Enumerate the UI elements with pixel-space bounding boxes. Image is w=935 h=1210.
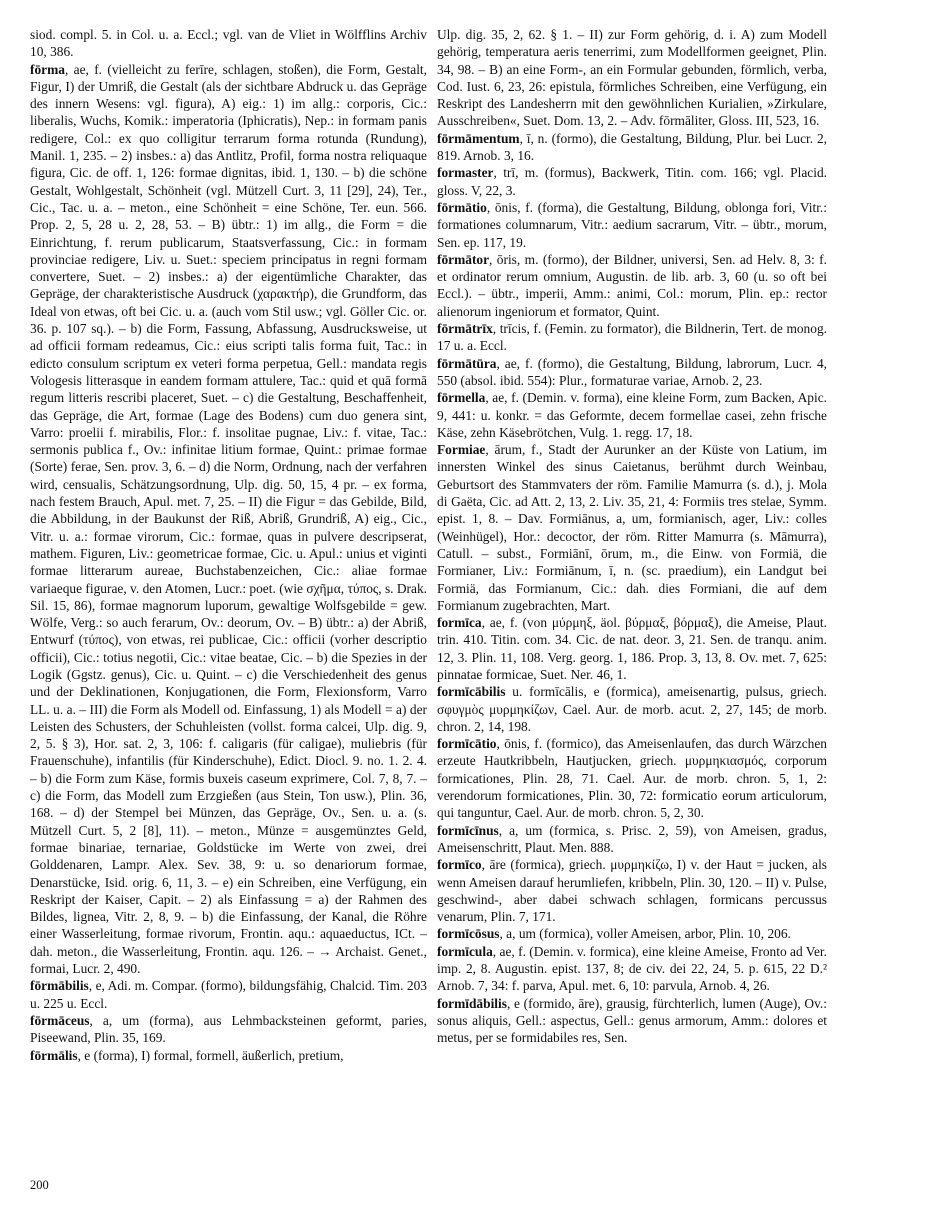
headword: fōrmāmentum <box>437 130 520 146</box>
entry-forma <box>30 61 427 978</box>
entry-text: , e (forma), I) formal, formell, äußerlich, pretium, <box>77 1047 344 1063</box>
entry-formator <box>437 251 827 320</box>
entry-text: , āre (formica), griech. μυρμηκίζω, I) v. der Haut = jucken, als wenn Ameisen darauf herumliefen, kribbeln, Plin. 30, 120. – II) v. Pulse, geschwind-, aber dabei schwach schlagen, formicans percussus venarum, Plin. 7, 171. <box>437 857 827 925</box>
page-number: 200 <box>30 1178 49 1192</box>
headword: fōrmātio <box>437 199 487 215</box>
entry-formabilis <box>30 977 427 1012</box>
headword: formīca <box>437 615 482 631</box>
entry-text: , ae, f. (Demin. v. forma), eine kleine Form, zum Backen, Apic. 9, 441: u. konkr. = das Geformte, decem formellae casei, zehn frische Käse, zehn Käsebrötchen, Vulg. 1. regg. 17, 18. <box>437 390 827 440</box>
entry-formaceus <box>30 1012 427 1047</box>
entry-formicabilis <box>437 683 827 735</box>
entry-formicatio <box>437 735 827 821</box>
entry-text: , ōnis, f. (formico), das Ameisenlaufen, das durch Wärzchen erzeute Hautkribbeln, Hautjucken, griech. μυρμηκιασμός, corporum formicationes, Plin. 28, 71. Cael. Aur. de morb. chron. 5, 1, 2: verendorum formicationes, Plin. 30, 72: formicatio eorum articulorum, qui tanguntur, Cael. Aur. de morb. chron. 5, 2, 30. <box>437 736 827 821</box>
entry-text: , a, um (forma), aus Lehmbacksteinen geformt, paries, Piseewand, Plin. 35, 169. <box>30 1012 427 1046</box>
entry-text: , ae, f. (von μύρμηξ, äol. βύρμαξ, βόρμαξ), die Ameise, Plaut. trin. 410. Titin. com. 34. Cic. de nat. deor. 3, 21. Sen. de tranqu. anim. 12, 3. Plin. 11, 108. Verg. georg. 1, 186. Prop. 3, 13, 8. Ov. met. 7, 625: pinnatae formicae, Suet. Ner. 46, 1. <box>437 615 827 682</box>
entry-formicinus <box>437 822 827 857</box>
headword: formīcula <box>437 943 493 959</box>
entry-text: , ae, f. (formo), die Gestaltung, Bildung, labrorum, Lucr. 4, 550 (absol. ibid. 554): Plur., formaturae variae, Arnob. 2, 23. <box>437 355 827 388</box>
entry-left-0 <box>30 26 427 61</box>
entry-text: u. formīcālis, e (formica), ameisenartig, pulsus, griech. σφυγμὸς μυρμηκίζων, Cael. Aur. de morb. acut. 2, 27, 145; de morb. chron. 2, 14, 198. <box>437 684 827 734</box>
headword: formaster <box>437 165 494 181</box>
entry-text: Ulp. dig. 35, 2, 62. § 1. – II) zur Form gehörig, d. i. A) zum Modell gehörig, temperatura aeris tenerrimi, zum Modellformen geeignet, Plin. 34, 98. – B) an eine Form-, an ein Formular gebunden, förmlich, verba, Cod. Iust. 6, 23, 26: epistula, förmliches Schreiben, eine Verfügung, ein Reskript des Landesherrn mit den gewöhnlichen Kurialien, »Zirkulare, Ausschreiben«, Suet. Dom. 13, 2. – Adv. fōrmāliter, Gloss. III, 523, 16. <box>437 27 827 129</box>
entry-text: , ī, n. (formo), die Gestaltung, Bildung, Plur. bei Lucr. 2, 819. Arnob. 3, 16. <box>437 130 827 164</box>
entry-text: , ārum, f., Stadt der Aurunker an der Küste von Latium, im innersten Winkel des sinus Caietanus, berühmt durch Weinbau, Geburtsort des Stammvaters der röm. Familie Mamurra (s. d.), j. Mola di Gaëta, Cic. ad Att. 2, 13, 2. Liv. 35, 21, 4: Formiis tres stelae, Symm. epist. 1, 8. – Dav. Formiānus, a, um, formianisch, ager, Liv.: colles (Weinhügel), Hor.: decoctor, der röm. Ritter Mamurra (s. Māmurra), Catull. – subst., Formiānī, ōrum, m., die Einw. von Formiä, die Formianer, Liv.: Formiānum, ī, n. (sc. praedium), ein Landgut bei Formiä, das Formianum, Cic.: dah. dies Formiani, die auf dem Formianum zugebrachten, Mart. <box>437 442 827 613</box>
entry-formico <box>437 856 827 925</box>
entry-text: , e, Adi. m. Compar. (formo), bildungsfähig, Chalcid. Tim. 203 u. 225 u. Eccl. <box>30 978 427 1011</box>
entry-text: , a, um (formica, s. Prisc. 2, 59), von Ameisen, gradus, Ameisenschritt, Plaut. Men. 888. <box>437 822 827 855</box>
entry-text: , ōnis, f. (forma), die Gestaltung, Bildung, oblonga fori, Vitr.: formationes columnarum, Vitr.: aedium sacrarum, Vitr. – übtr., morum, Sen. ep. 117, 19. <box>437 199 827 250</box>
entry-text: , trīcis, f. (Femin. zu formator), die Bildnerin, Tert. de monog. 17 u. a. Eccl. <box>437 321 827 354</box>
entry-text: , trī, m. (formus), Backwerk, Titin. com. 166; vgl. Placid. gloss. V, 22, 3. <box>437 165 827 198</box>
entry-formaster <box>437 164 827 199</box>
entry-formamentum <box>437 130 827 165</box>
headword: fōrmātūra <box>437 355 497 371</box>
headword: fōrmālis <box>30 1047 78 1063</box>
entry-formatio <box>437 199 827 251</box>
entry-text: , ae, f. (vielleicht zu ferīre, schlagen, stoßen), die Form, Gestalt, Figur, I) der Umriß, die Gestalt (als der sichtbare Abdruck u. das Gepräge des innern Wesens: vgl. figura), A) eig.: 1) im allg.: corporis, Cic.: liberalis, Wuchs, Komik.: imperatoria (Iphicratis), Nep.: in formam panis redigere, Col.: ex quo colligitur terrarum forma rotunda (Rundung), Manil. 1, 235. – 2) insbes.: a) das Antlitz, Profil, forma nostra reliquaque figura, Cic. de off. 1, 126: formae dignitas, ibid. 1, 130. – b) die schöne Gestalt, Wohlgestalt, Schönheit (vgl. Mützell Curt. 3, 11 [29], 24), Ter., Cic., Tac. u. a. – meton., eine Schönheit = eine Schöne, Ter. eun. 566. Prop. 2, 5, 28 u. 2, 28, 53. – B) übtr.: 1) im allg., die Form = die Einrichtung, f. rerum publicarum, Staatsverfassung, Cic.: in formam provinciae redigere, Liv. u. Suet.: speciem principatus in regni formam convertere, Suet. – 2) insbes.: a) der eigentümliche Charakter, das Gepräge, der charakteristische Ausdruck (χαρακτήρ), die Grundform, das Ideal von etwas, oft bei Cic. u. a. (auch vom Stil usw.; vgl. Göller Cic. or. 36. p. 107 sq.). – b) die Form, Fassung, Abfassung, Ausdrucksweise, ut ad officii formam redeamus, Cic.: eius scripti talis forma fuit, Tac.: in edicto consulum scriptum ex veteri forma perpetua, Gell.: mandata regis Vologesis litterasque in eandem formam attulere, Tac.: quid et quā formā regum litteris rescribi placeret, Suet. – c) die Gestaltung, Beschaffenheit, das Gepräge, die Art, formae (Lage des Bodens) cum duo genera sint, Varro: proelii f. mirabilis, Flor.: f. insolitae pugnae, Liv.: f. vitae, Tac.: sermonis publica f., Ov.: infinitae litium formae, Quint.: primae formae (Sorte) ferae, Sen. prov. 3, 6. – d) die Norm, Ordnung, nach der verfahren wird, censualis, Schätzungsordnung, Ulp. dig. 50, 15, 4 pr. – ex forma, nach festem Brauch, Apul. met. 7, 25. – II) die Figur = das Gebilde, Bild, die Abbildung, in der Baukunst der Riß, Abriß, Grundriß, A) eig., Cic., Vitr. u. a.: formae virorum, Cic.: formae, quas in pulvere descripserat, mathem. Figuren, Liv.: geometricae formae, Cic. u. Apul.: unius et viginti formae litterarum aureae, Buchstabenzeichen, Cic.: aliae formae variaeque figurae, v. den Atomen, Lucr.: poet. (wie σχῆμα, τύπος, s. Drak. Sil. 15, 86), formae magnorum luporum, gewaltige Wolfsgebilde = gew. Wölfe, Verg.: so auch ferarum, Ov.: deorum, Ov. – B) übtr.: a) der Abriß, Entwurf (τύπος), von etwas, rei publicae, Cic.: officii (vorher descriptio officii), Cic.: totius negotii, Cic.: vitae beatae, Cic. – b) die Spezies in der Logik (Ggstz. genus), Cic. u. Quint. – c) die Verschiedenheit des genus und der Deklinationen, Konjugationen, die Form, Flexionsform, Varro LL. u. a. – III) die Form als Modell od. Einfassung, 1) als Modell = a) der Leisten des Schusters, der Schuhleisten (vollst. forma calcei, Ulp. dig. 9, 2, 5. § 3), Hor. sat. 2, 3, 106: f. caligaris (für caligae), muliebris (für Frauenschuhe), infantilis (für Kinderschuhe), Edict. Diocl. 9. no. 1. 2. 4. – b) die Form zum Käse, formis buxeis caseum exprimere, Col. 7, 8, 7. – c) die Form, das Modell zum Erzgießen (aus Stein, Ton usw.), Plin. 36, 168. – d) der Stempel bei Münzen, das Gepräge, Ov., Sen. u. a. (s. Mützell Curt. 5, 2 [8], 11). – meton., Münze = ausgemünztes Geld, formae binariae, ternariae, Goldstücke im Werte von zwei, drei Golddenaren, Lampr. Alex. Sev. 38, 9: u. so denariorum formae, Denarstücke, Isid. orig. 6, 11, 3. – e) ein Schreiben, eine Verfügung, ein Reskript der Kaiser, Capit. – 2) als Einfassung = a) der Rahmen des Bildes, lignea, Vitr. 2, 8, 9. – b) die Einfassung, der Kanal, die Röhre einer Wasserleitung, formae rivorum, Frontin. aqu.: aquaeductus, ICt. – dah. meton., die Wasserleitung, Frontin. aqu. 126. – → Archaist. Genet., formai, Lucr. 2, 490. <box>30 61 427 977</box>
headword: Formiae <box>437 442 486 458</box>
headword: fōrmātor <box>437 251 490 267</box>
entry-text: , e (formido, āre), grausig, fürchterlich, lumen (Auge), Ov.: sonus aliquis, Gell.: aspectus, Gell.: genus armorum, Amm.: dolores et metus, per se formidabiles res, Sen. <box>437 995 827 1046</box>
entry-formicula <box>437 943 827 995</box>
right-column <box>437 26 827 1047</box>
left-column <box>30 26 427 1064</box>
headword: formīdābilis <box>437 995 507 1011</box>
headword: formīcātio <box>437 736 497 752</box>
headword: fōrmella <box>437 390 486 406</box>
entry-text: , ōris, m. (formo), der Bildner, universi, Sen. ad Helv. 8, 3: f. et ordinator rerum omnium, Augustin. de lib. arb. 3, 60 (u. so oft bei Eccl.). – übtr., imperii, Amm.: animi, Col.: morum, Plin. ep.: rector alienorum ingeniorum et formator, Quint. <box>437 251 827 319</box>
entry-formidabilis <box>437 995 827 1047</box>
entry-formiae <box>437 441 827 614</box>
entry-right-0 <box>437 26 827 130</box>
entry-formalis <box>30 1047 427 1064</box>
entry-text: , a, um (formica), voller Ameisen, arbor, Plin. 10, 206. <box>499 926 791 942</box>
headword: fōrma <box>30 61 65 77</box>
headword: formīcīnus <box>437 822 499 838</box>
headword: formīcōsus <box>437 926 500 942</box>
entry-formella <box>437 389 827 441</box>
entry-formatrix <box>437 320 827 355</box>
headword: formīco <box>437 857 482 873</box>
headword: formīcābilis <box>437 684 506 700</box>
entry-formatura <box>437 355 827 390</box>
entry-formicosus <box>437 925 827 942</box>
entry-text: siod. compl. 5. in Col. u. a. Eccl.; vgl. van de Vliet in Wölfflins Archiv 10, 386. <box>30 27 427 60</box>
headword: fōrmātrīx <box>437 321 493 337</box>
headword: fōrmāceus <box>30 1012 90 1028</box>
headword: fōrmābilis <box>30 978 89 994</box>
entry-formica <box>437 614 827 683</box>
entry-text: , ae, f. (Demin. v. formica), eine kleine Ameise, Fronto ad Ver. imp. 2, 8. Augustin. epist. 137, 8; de civ. dei 22, 24, 5. p. 615, 22 D.² Arnob. 7, 34: f. parva, Apul. met. 6, 10: parvula, Arnob. 4, 26. <box>437 943 827 994</box>
